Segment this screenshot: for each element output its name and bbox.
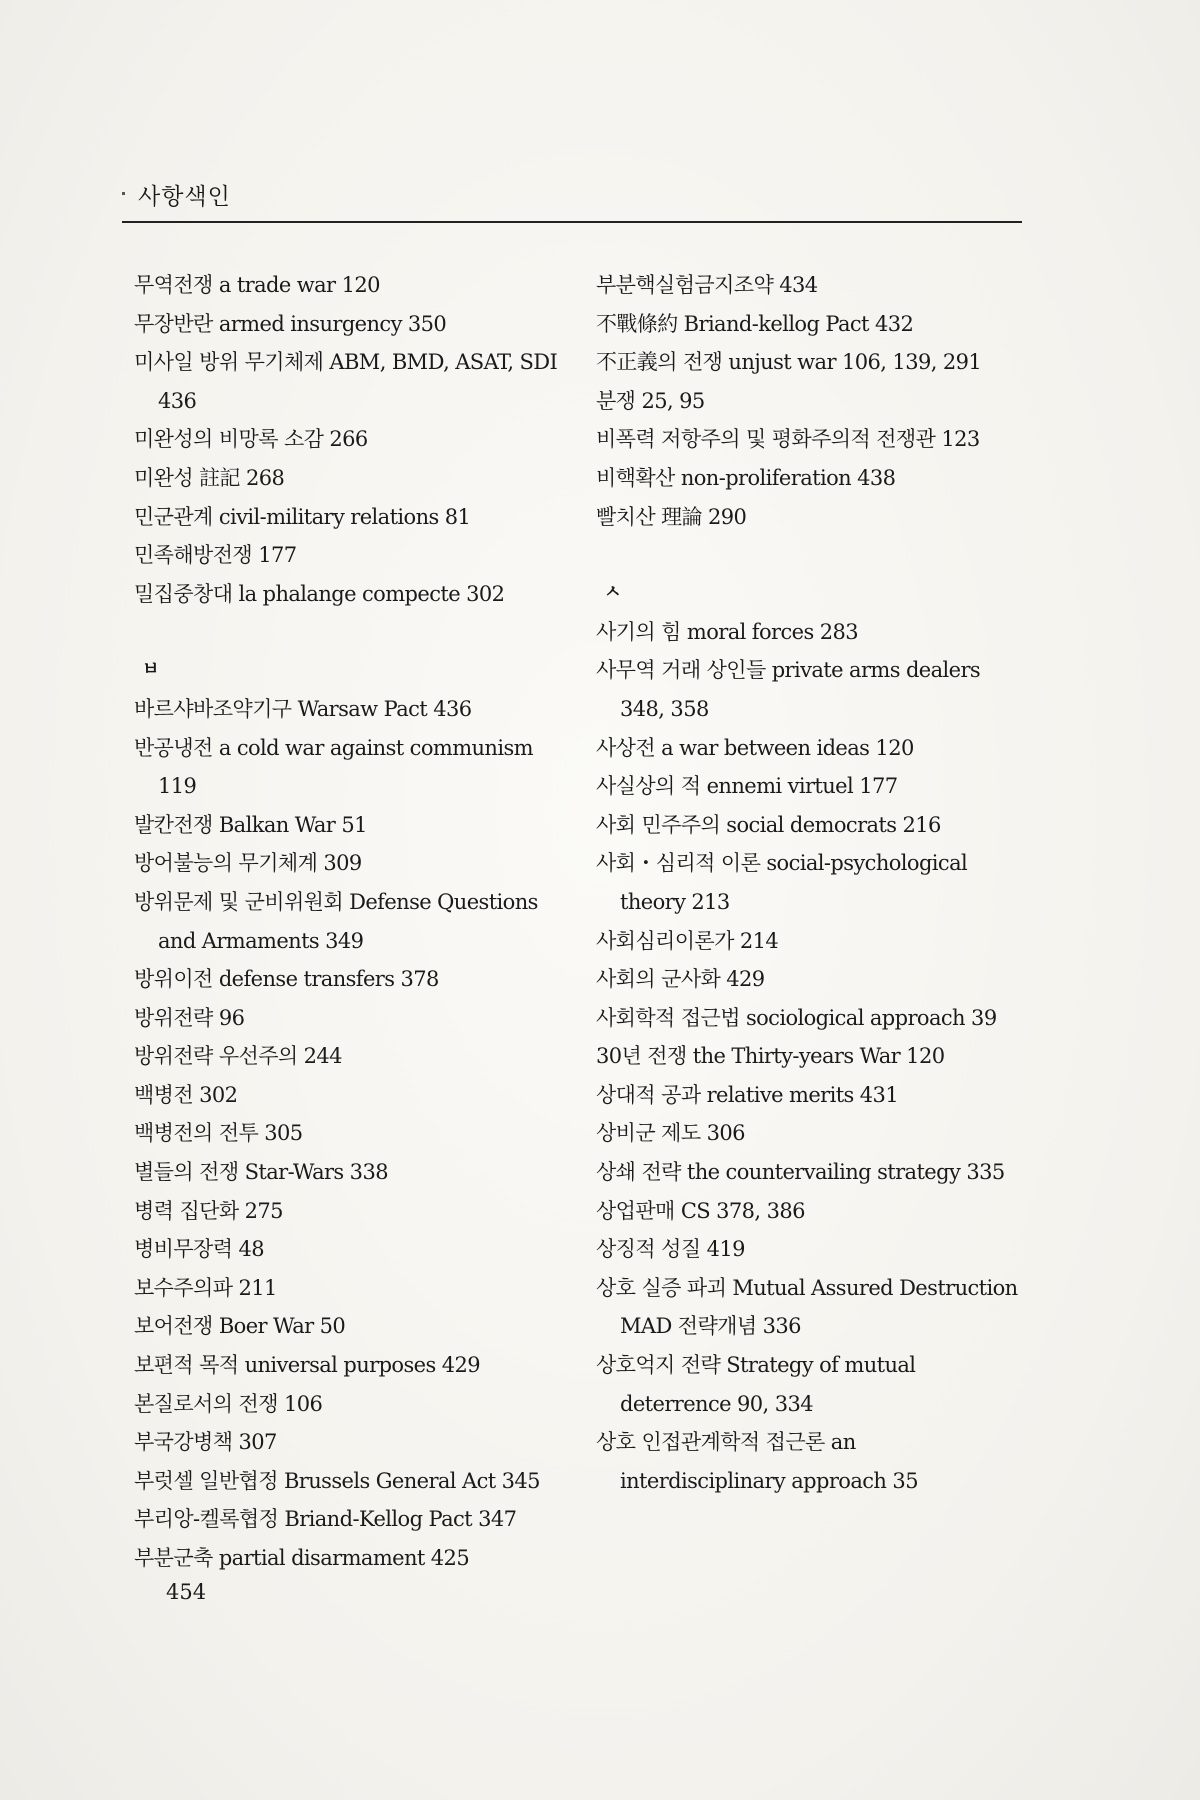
index-entry: 방위이전 defense transfers 378 — [134, 967, 439, 992]
index-entry: 비폭력 저항주의 및 평화주의적 전쟁관 123 — [596, 427, 980, 452]
index-entry: 백병전 302 — [134, 1082, 238, 1107]
index-entry: 상쇄 전략 the countervailing strategy 335 — [596, 1160, 1005, 1185]
section-letter: ㅂ — [142, 659, 159, 681]
index-entry: 미사일 방위 무기체제 ABM, BMD, ASAT, SDI 436 — [134, 350, 558, 413]
index-entry: 사회의 군사화 429 — [596, 967, 765, 992]
index-entry: 병력 집단화 275 — [134, 1198, 283, 1223]
index-entry: 백병전의 전투 305 — [134, 1121, 303, 1146]
index-entry: 방위전략 96 — [134, 1005, 245, 1030]
index-entry: 병비무장력 48 — [134, 1237, 265, 1262]
entry-group — [134, 266, 564, 613]
section-gap — [134, 613, 564, 651]
index-entry: 미완성의 비망록 소감 266 — [134, 427, 368, 452]
index-entry: 밀집중창대 la phalange compecte 302 — [134, 581, 505, 606]
index-entry: 상대적 공과 relative merits 431 — [596, 1082, 899, 1107]
index-entry: 30년 전쟁 the Thirty-years War 120 — [596, 1044, 945, 1069]
index-entry: 분쟁 25, 95 — [596, 388, 705, 413]
index-entry: 사회심리이론가 214 — [596, 928, 779, 953]
index-entry: 민족해방전쟁 177 — [134, 543, 297, 568]
index-entry: 보어전쟁 Boer War 50 — [134, 1314, 346, 1339]
section-gap — [596, 536, 1026, 574]
index-entry: 방어불능의 무기체계 309 — [134, 851, 362, 876]
index-entry: 반공냉전 a cold war against communism 119 — [134, 735, 533, 799]
index-entry: 상호 실증 파괴 Mutual Assured Destruction MAD 전략개념 336 — [596, 1275, 1018, 1339]
index-entry: 본질로서의 전쟁 106 — [134, 1391, 323, 1416]
index-entry: 바르샤바조약기구 Warsaw Pact 436 — [134, 696, 472, 721]
index-entry: 사회 민주주의 social democrats 216 — [596, 812, 941, 837]
index-entry: 不戰條約 Briand-kellog Pact 432 — [596, 311, 914, 336]
index-entry: 부리앙-켈록협정 Briand-Kellog Pact 347 — [134, 1507, 517, 1532]
index-entry: 상호 인접관계학적 접근론 an interdisciplinary approach 35 — [596, 1430, 918, 1493]
section-letter: ㅅ — [604, 582, 621, 604]
index-entry: 방위문제 및 군비위원회 Defense Questions and Armaments 349 — [134, 889, 538, 953]
index-entry: 상비군 제도 306 — [596, 1121, 745, 1146]
header-dot — [122, 192, 125, 195]
index-entry: 상징적 성질 419 — [596, 1237, 745, 1262]
page-number: 454 — [166, 1580, 207, 1604]
entry-group — [596, 266, 1026, 536]
index-entry: 비핵확산 non-proliferation 438 — [596, 465, 896, 490]
index-entry: 보수주의파 211 — [134, 1275, 277, 1300]
header-rule — [122, 221, 1022, 223]
index-entry: 민군관계 civil-military relations 81 — [134, 504, 471, 529]
index-entry: 부럿셀 일반협정 Brussels General Act 345 — [134, 1468, 540, 1493]
index-entry: 방위전략 우선주의 244 — [134, 1044, 342, 1069]
index-entry: 사무역 거래 상인들 private arms dealers 348, 358 — [596, 658, 981, 721]
entry-group — [134, 690, 564, 1578]
header-title: 사항색인 — [138, 184, 231, 210]
index-entry: 미완성 註記 268 — [134, 465, 285, 490]
index-entry: 상업판매 CS 378, 386 — [596, 1198, 805, 1223]
index-entry: 부분핵실험금지조약 434 — [596, 273, 818, 297]
index-entry: 부분군축 partial disarmament 425 — [134, 1546, 470, 1570]
index-entry: 무역전쟁 a trade war 120 — [134, 273, 380, 297]
index-column-right — [596, 266, 1026, 1500]
index-entry: 사기의 힘 moral forces 283 — [596, 619, 858, 644]
index-entry: 사회・심리적 이론 social-psychological theory 213 — [596, 851, 968, 914]
entry-group — [596, 613, 1026, 1501]
index-entry: 상호억지 전략 Strategy of mutual deterrence 90, 334 — [596, 1353, 916, 1416]
index-entry: 보편적 목적 universal purposes 429 — [134, 1353, 480, 1378]
index-entry: 부국강병책 307 — [134, 1430, 277, 1455]
index-entry: 발칸전쟁 Balkan War 51 — [134, 812, 367, 837]
index-entry: 빨치산 理論 290 — [596, 504, 747, 529]
index-entry: 사회학적 접근법 sociological approach 39 — [596, 1005, 997, 1030]
index-entry: 不正義의 전쟁 unjust war 106, 139, 291 — [596, 350, 982, 375]
index-column-left — [134, 266, 564, 1578]
index-entry: 사실상의 적 ennemi virtuel 177 — [596, 774, 898, 799]
index-entry: 무장반란 armed insurgency 350 — [134, 311, 447, 336]
index-entry: 사상전 a war between ideas 120 — [596, 735, 914, 760]
index-entry: 별들의 전쟁 Star-Wars 338 — [134, 1160, 388, 1185]
